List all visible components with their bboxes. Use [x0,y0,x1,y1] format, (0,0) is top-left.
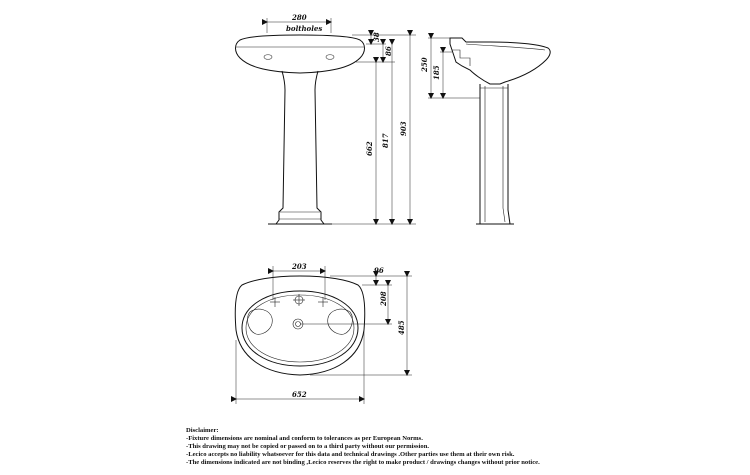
front-vertical-dimensions [325,32,416,224]
side-basin-outline [450,38,550,84]
front-pedestal [276,71,324,224]
front-bolt-dim-sublabel: boltholes [286,24,323,33]
top-tap-hole-center [293,294,305,306]
top-tap-hole-left [270,297,280,307]
disclaimer-line: -The dimensions indicated are not binding ,Lecico reserves the right to make product / drawings changes without prior notice. [186,459,540,467]
dim-662-label: 662 [365,141,374,156]
disclaimer-line: -Fixture dimensions are nominal and conform to tolerances as per European Norms. [186,435,423,443]
dim-208-label: 208 [379,291,388,306]
dim-38-label: 38 [372,32,381,42]
side-vertical-dimensions [420,38,480,98]
front-bolt-dim-label: 280 [292,13,307,22]
front-bolthole-left [264,55,272,60]
disclaimer [186,427,746,467]
dim-817-label: 817 [381,133,390,148]
dim-96-label: 96 [374,266,384,275]
top-view [235,262,365,404]
side-view [450,38,550,224]
dim-250-label: 250 [420,57,429,72]
dim-203-label: 203 [292,262,307,271]
dim-903-label: 903 [399,121,408,136]
side-pedestal-inner [485,86,505,222]
dim-185-label: 185 [432,65,441,80]
side-basin-inner [466,44,545,50]
dim-86-label: 86 [384,46,393,56]
front-bolthole-right [326,55,334,60]
disclaimer-line: -This drawing may not be copied or passed on to a third party without our permission. [186,443,430,451]
front-view [236,13,365,224]
disclaimer-line: -Lecico accepts no liability whatsoever for this data and technical drawings .Other parties use them at their own risk. [186,451,515,459]
front-pedestal-base-line [279,212,321,219]
dim-652-label: 652 [292,390,307,399]
front-basin-outline [236,35,365,73]
disclaimer-title: Disclaimer: [186,427,219,434]
top-vertical-dimensions [300,266,412,375]
dim-485-label: 485 [397,320,406,335]
side-pedestal [480,84,510,224]
